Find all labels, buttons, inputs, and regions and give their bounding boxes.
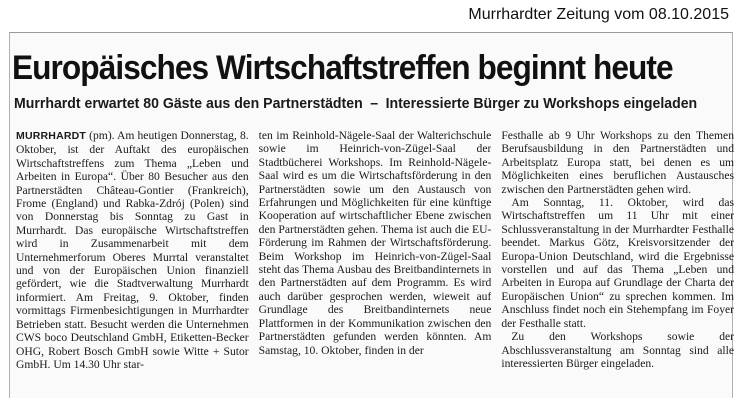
article-headline: Europäisches Wirtschaftstreffen beginnt heute [12,49,673,87]
subheadline-left: Murrhardt erwartet 80 Gäste aus den Partnerstädten [14,95,363,112]
article-body [16,129,734,397]
column-3-paragraph-2: Am Sonntag, 11. Oktober, wird das Wirtschaftstreffen um 11 Uhr mit einer Schlussveranstaltung in der Murrhardter Festhalle beendet. Markus Götz, Kreisvorsitzender der Europa-Union Deutschland, wird die Ergebnisse vorstellen und auf das Thema „Leben und Arbeiten in Europa auf Grundlage der Charta der Europäischen Union“ zu sprechen kommen. Im Anschluss findet noch ein Stehempfang im Foyer der Festhalle statt. [501,196,735,330]
column-3-paragraph-3: Zu den Workshops sowie der Abschlussveranstaltung am Sonntag sind alle interessierten Bürger eingeladen. [501,330,735,370]
column-3-paragraph-1: Festhalle ab 9 Uhr Workshops zu den Themen Berufsausbildung in den Partnerstädten und Arbeitsplatz Europa statt, bei denen es um Möglichkeiten eines beruflichen Austausches zwischen den Partnerstädten gehen wird. [501,129,735,196]
newspaper-clipping [9,32,733,398]
column-1-text: (pm). Am heutigen Donnerstag, 8. Oktober, ist der Auftakt des europäischen Wirtschaftstreffens zum Thema „Leben und Arbeiten in Europa“. Über 80 Besucher aus den Partnerstädten Château-Gontier (Frankreich), Frome (England) und Rabka-Zdrój (Polen) sind von Donnerstag bis Sonntag zu Gast in Murrhardt. Das europäische Wirtschaftstreffen wird in Zusammenarbeit mit dem Unternehmerforum Oberes Murrtal veranstaltet und von der Europäischen Union finanziell gefördert, wie die Stadtverwaltung Murrhardt informiert. Am Freitag, 9. Oktober, finden vormittags Firmenbesichtigungen in Murrhardter Betrieben statt. Besucht werden die Unternehmen CWS boco Deutschland GmbH, Etiketten-Becker OHG, Robert Bosch GmbH sowie Witte + Sutor GmbH. Um 14.30 Uhr star- [16,129,249,371]
article-dateline: MURRHARDT [16,130,87,142]
subheadline-right: Interessierte Bürger zu Workshops eingeladen [385,95,698,112]
column-2-paragraph: ten im Reinhold-Nägele-Saal der Walterichschule sowie im Heinrich-von-Zügel-Saal der Stadtbücherei Workshops. Im Reinhold-Nägele-Saal wird es um die Wirtschaftsförderung in den Partnerstädten sowie um den Austausch von Erfahrungen und Möglichkeiten für eine künftige Kooperation auf wirtschaftlicher Ebene zwischen den Partnerstädten gehen. Thema ist auch die EU-Förderung im Rahmen der Wirtschaftsförderung. Beim Workshop im Heinrich-von-Zügel-Saal steht das Thema Ausbau des Breitbandinternets in den Partnerstädten auf dem Programm. Es wird auch darüber gesprochen werden, wieweit auf Grundlage des Breitbandinternets neue Plattformen in der Kommunikation zwischen den Partnerstädten gefunden werden könnten. Am Samstag, 10. Oktober, finden in der [258,129,492,357]
article-column-2 [259,129,492,397]
column-1-paragraph [16,129,249,371]
subheadline-dash: – [370,95,379,112]
article-column-3 [501,129,734,397]
article-column-1 [16,129,249,397]
article-subheadline [14,95,698,113]
newspaper-source-line: Murrhardter Zeitung vom 08.10.2015 [468,6,729,23]
